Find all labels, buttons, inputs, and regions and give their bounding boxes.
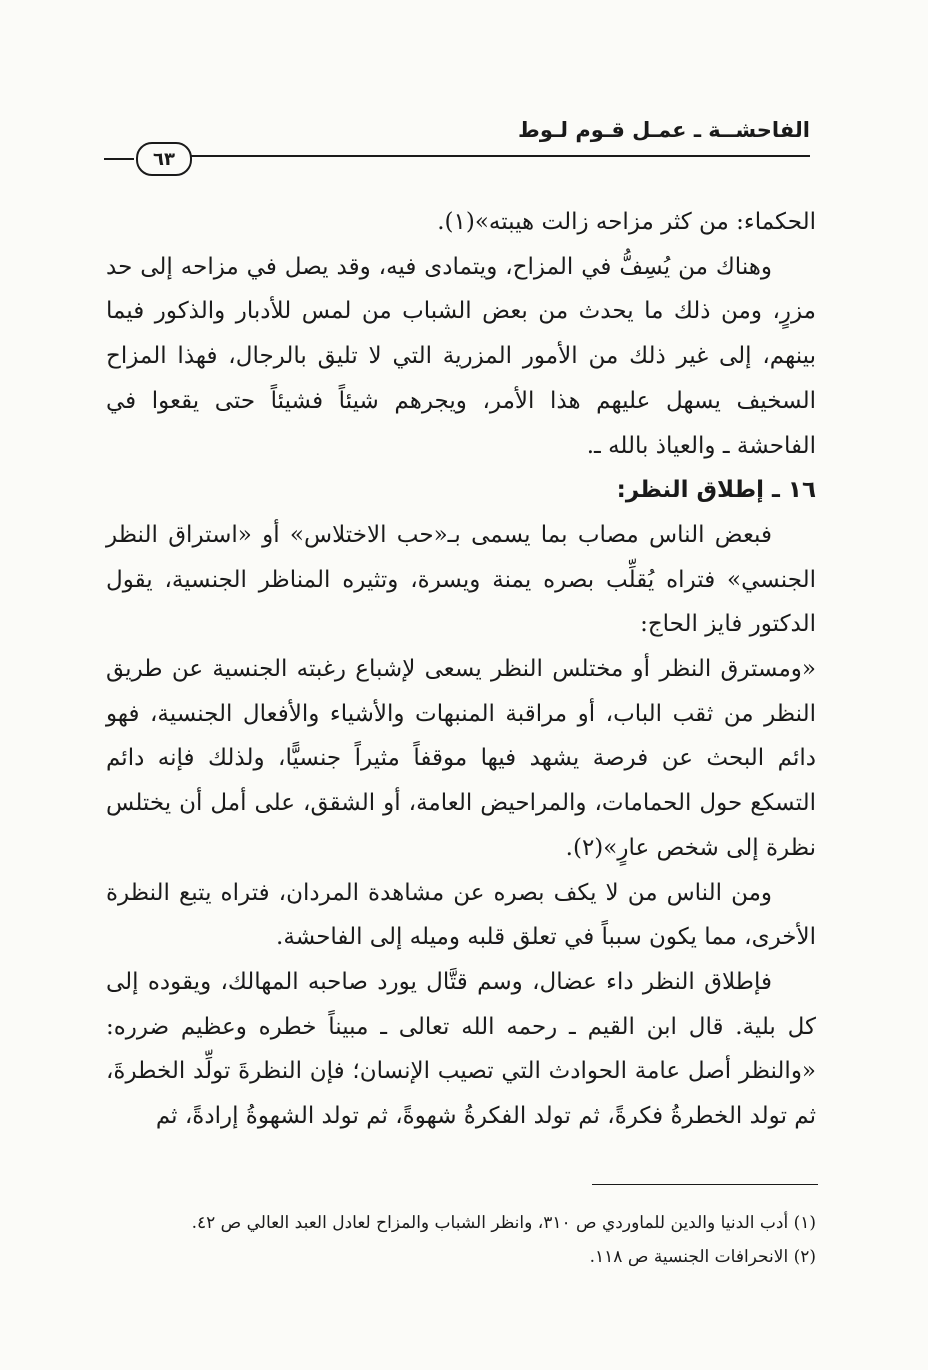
- running-title: الفاحشــة ـ عمـل قـوم لـوط: [518, 118, 810, 142]
- paragraph-1: الحكماء: من كثر مزاحه زالت هيبته»(١).: [437, 209, 816, 235]
- header-rule: [190, 155, 810, 157]
- footnotes: [106, 1206, 816, 1274]
- header-rule-left: [104, 158, 134, 160]
- footnote-rule: [592, 1184, 818, 1185]
- paragraph-4-quote: «ومسترق النظر أو مختلس النظر يسعى لإشباع رغبته الجنسية عن طريق النظر من ثقب الباب، أو مراقبة المنبهات والأشياء والأفعال الجنسية، فهو دائم البحث عن فرصة يشهد فيها موقفاً مثيراً جنسيًّا، ولذلك فإنه دائم التسكع حول الحمامات، والمراحيض العامة، أو الشقق، على أمل أن يختلس نظرة إلى شخص عارٍ»(٢).: [106, 656, 816, 861]
- paragraph-5: ومن الناس من لا يكف بصره عن مشاهدة المردان، فتراه يتبع النظرة الأخرى، مما يكون سبباً في تعلق قلبه وميله إلى الفاحشة.: [106, 879, 816, 951]
- body-text: [106, 200, 816, 1139]
- paragraph-6: فإطلاق النظر داء عضال، وسم قتَّال يورد صاحبه المهالك، ويقوده إلى كل بلية. قال ابن القيم ـ رحمه الله تعالى ـ مبيناً خطره وعظيم ضرره: «والنظر أصل عامة الحوادث التي تصيب الإنسان؛ فإن النظرةَ تولِّد الخطرةَ، ثم تولد الخطرةُ فكرةً، ثم تولد الفكرةُ شهوةً، ثم تولد الشهوةُ إرادةً، ثم: [106, 968, 817, 1130]
- section-heading: ١٦ ـ إطلاق النظر:: [616, 477, 816, 504]
- footnote-2: (٢) الانحرافات الجنسية ص ١١٨.: [589, 1247, 816, 1267]
- footnote-1: (١) أدب الدنيا والدين للماوردي ص ٣١٠، وانظر الشباب والمزاح لعادل العبد العالي ص ٤٢.: [191, 1213, 816, 1233]
- paragraph-2: وهناك من يُسِفُّ في المزاح، ويتمادى فيه، وقد يصل في مزاحه إلى حد مزرٍ، ومن ذلك ما يحدث من بعض الشباب من لمس للأدبار والذكور فيما بينهم، إلى غير ذلك من الأمور المزرية التي لا تليق بالرجال، فهذا المزاح السخيف يسهل عليهم هذا الأمر، ويجرهم شيئاً فشيئاً حتى يقعوا في الفاحشة ـ والعياذ بالله ـ.: [106, 253, 816, 459]
- paragraph-3: فبعض الناس مصاب بما يسمى بـ«حب الاختلاس» أو «استراق النظر الجنسي» فتراه يُقلِّب بصره يمنة ويسرة، وتثيره المناظر الجنسية، يقول الدكتور فايز الحاج:: [106, 521, 816, 638]
- page-number: ٦٣: [136, 142, 192, 176]
